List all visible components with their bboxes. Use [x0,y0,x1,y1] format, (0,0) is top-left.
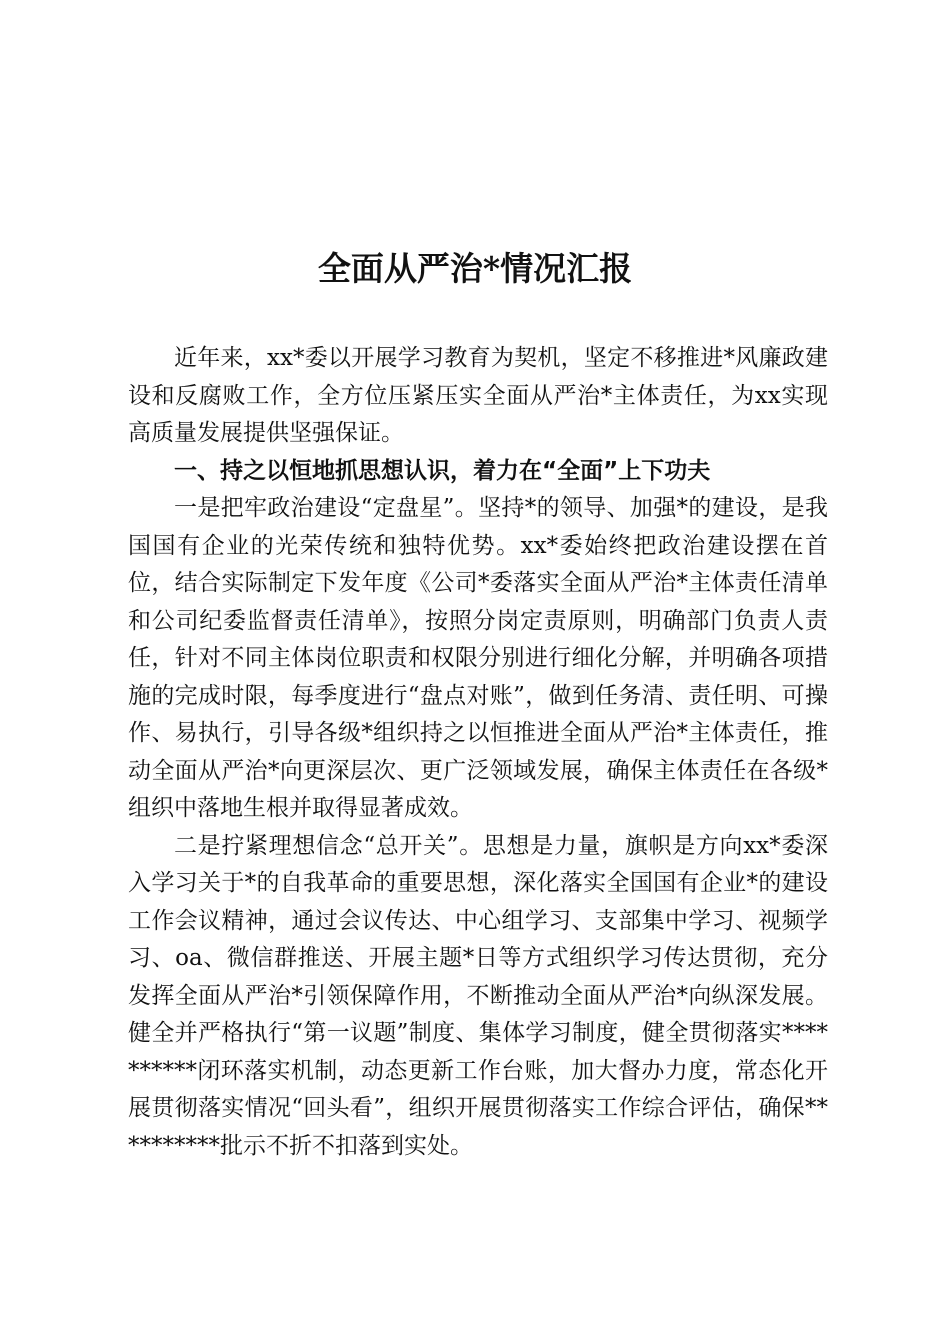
section-heading-1: 一、持之以恒地抓思想认识，着力在“全面”上下功夫 [174,457,711,484]
document-body [128,340,828,1165]
body-paragraph-2: 二是拧紧理想信念“总开关”。思想是力量，旗帜是方向xx*委深入学习关于*的自我革命的重要思想，深化落实全国国有企业*的建设工作会议精神，通过会议传达、中心组学习、支部集中学习、视频学习、oa、微信群推送、开展主题*日等方式组织学习传达贯彻，充分发挥全面从严治*引领保障作用，不断推动全面从严治*向纵深发展。健全并严格执行“第一议题”制度、集体学习制度，健全贯彻落实**********闭环落实机制，动态更新工作台账，加大督办力度，常态化开展贯彻落实情况“回头看”，组织开展贯彻落实工作综合评估，确保**********批示不折不扣落到实处。 [128,832,828,1159]
document-title: 全面从严治*情况汇报 [317,249,633,288]
intro-paragraph: 近年来，xx*委以开展学习教育为契机，坚定不移推进*风廉政建设和反腐败工作，全方位压紧压实全面从严治*主体责任，为xx实现高质量发展提供坚强保证。 [128,345,828,446]
body-paragraph-1: 一是把牢政治建设“定盘星”。坚持*的领导、加强*的建设，是我国国有企业的光荣传统和独特优势。xx*委始终把政治建设摆在首位，结合实际制定下发年度《公司*委落实全面从严治*主体责任清单和公司纪委监督责任清单》，按照分岗定责原则，明确部门负责人责任，针对不同主体岗位职责和权限分别进行细化分解，并明确各项措施的完成时限，每季度进行“盘点对账”，做到任务清、责任明、可操作、易执行，引导各级*组织持之以恒推进全面从严治*主体责任，推动全面从严治*向更深层次、更广泛领域发展，确保主体责任在各级*组织中落地生根并取得显著成效。 [128,495,828,821]
